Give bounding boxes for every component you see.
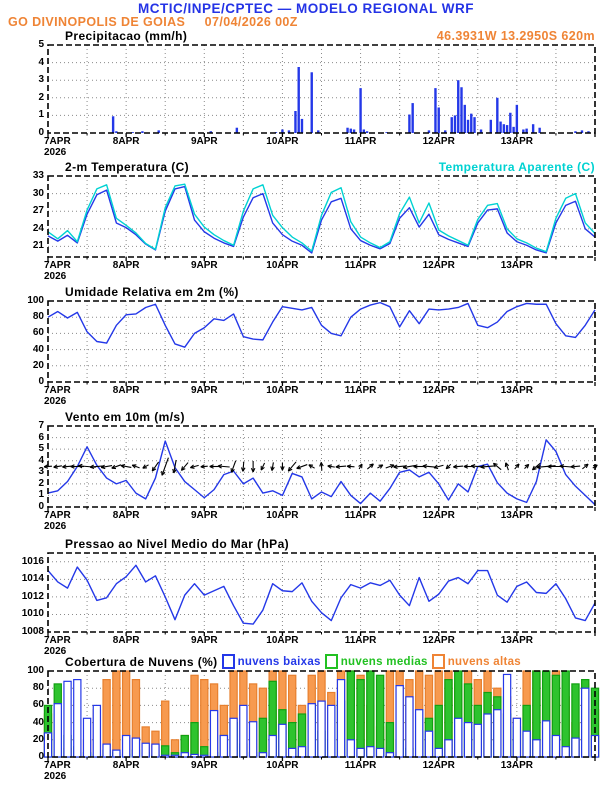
- y-tick-label: 80: [32, 682, 44, 694]
- y-tick-label: 5: [38, 39, 44, 50]
- x-tick-label: 11APR: [344, 635, 377, 646]
- y-tick-label: 1: [38, 489, 44, 501]
- y-tick-label: 1008: [21, 626, 44, 637]
- x-tick-label: 7APR: [44, 260, 71, 271]
- panel-title-humidity: Umidade Relativa em 2m (%): [65, 285, 239, 299]
- station-subtitle: GO DIVINOPOLIS DE GOIAS 07/04/2026 00Z: [8, 15, 298, 29]
- x-tick-label: 11APR: [344, 260, 377, 271]
- panel-title-wind: Vento em 10m (m/s): [65, 410, 185, 424]
- y-tick-label: 4: [38, 56, 44, 68]
- y-tick-label: 1012: [21, 590, 44, 602]
- x-tick-label: 12APR: [422, 635, 455, 646]
- x-tick-label: 13APR: [500, 510, 533, 521]
- y-tick-label: 60: [32, 327, 44, 339]
- x-tick-label: 13APR: [500, 635, 533, 646]
- y-tick-label: 7: [38, 420, 44, 431]
- panel-title-temperature: 2-m Temperatura (C): [65, 160, 190, 174]
- x-tick-label: 12APR: [422, 260, 455, 271]
- x-tick-label: 8APR: [112, 385, 140, 396]
- x-tick-label: 11APR: [344, 510, 377, 521]
- x-tick-label: 7APR: [44, 385, 71, 396]
- x-tick-label: 10APR: [266, 510, 299, 521]
- y-tick-label: 2: [38, 477, 44, 489]
- x-tick-label: 11APR: [344, 385, 377, 396]
- x-tick-label: 12APR: [422, 136, 455, 147]
- x-tick-label: 8APR: [112, 510, 140, 521]
- y-tick-label: 1016: [21, 555, 44, 567]
- x-tick-label: 9APR: [190, 760, 218, 771]
- legend-label-high-clouds: nuvens altas: [447, 655, 522, 668]
- y-tick-label: 0: [38, 751, 44, 762]
- x-tick-label: 11APR: [344, 760, 377, 771]
- panel-3: [44, 426, 597, 511]
- y-tick-label: 27: [32, 205, 44, 217]
- y-tick-label: 60: [32, 699, 44, 711]
- y-tick-label: 40: [32, 716, 44, 728]
- x-tick-label: 9APR: [190, 385, 218, 396]
- y-tick-label: 20: [32, 359, 44, 371]
- x-tick-label: 13APR: [500, 760, 533, 771]
- x-axis-year-label: 2026: [44, 396, 67, 407]
- x-tick-label: 12APR: [422, 385, 455, 396]
- y-tick-label: 1014: [21, 573, 44, 585]
- panel-4: [48, 553, 595, 636]
- x-tick-label: 13APR: [500, 136, 533, 147]
- y-tick-label: 33: [32, 170, 44, 181]
- x-axis-year-label: 2026: [44, 147, 67, 158]
- station-coordinates: 46.3931W 13.2950S 620m: [436, 29, 595, 43]
- x-tick-label: 8APR: [112, 760, 140, 771]
- x-axis-year-label: 2026: [44, 521, 67, 532]
- x-tick-label: 7APR: [44, 136, 71, 147]
- x-tick-label: 10APR: [266, 260, 299, 271]
- panel-title-precipitation: Precipitacao (mm/h): [65, 29, 188, 43]
- x-tick-label: 10APR: [266, 760, 299, 771]
- x-tick-label: 11APR: [344, 136, 377, 147]
- x-tick-label: 10APR: [266, 385, 299, 396]
- panel-2: [48, 301, 595, 386]
- legend-label-mid-clouds: nuvens medias: [340, 655, 428, 668]
- x-tick-label: 8APR: [112, 635, 140, 646]
- y-tick-label: 30: [32, 187, 44, 199]
- x-tick-label: 12APR: [422, 510, 455, 521]
- y-tick-label: 21: [32, 240, 44, 252]
- x-tick-label: 9APR: [190, 635, 218, 646]
- x-tick-label: 10APR: [266, 635, 299, 646]
- x-tick-label: 7APR: [44, 510, 71, 521]
- x-tick-label: 13APR: [500, 260, 533, 271]
- y-tick-label: 4: [38, 454, 44, 466]
- y-tick-label: 24: [32, 222, 44, 234]
- y-tick-label: 40: [32, 343, 44, 355]
- x-tick-label: 7APR: [44, 760, 71, 771]
- x-tick-label: 7APR: [44, 635, 71, 646]
- page-title: MCTIC/INPE/CPTEC — MODELO REGIONAL WRF: [138, 1, 474, 16]
- panel-1: [48, 176, 595, 261]
- legend-label-low-clouds: nuvens baixas: [237, 655, 321, 668]
- x-tick-label: 12APR: [422, 760, 455, 771]
- x-axis-year-label: 2026: [44, 646, 67, 657]
- x-tick-label: 9APR: [190, 260, 218, 271]
- y-tick-label: 20: [32, 733, 44, 745]
- y-tick-label: 5: [38, 443, 44, 455]
- panel-title-clouds: Cobertura de Nuvens (%): [65, 654, 218, 669]
- panel-0: [48, 45, 595, 137]
- y-tick-label: 1010: [21, 608, 44, 620]
- y-tick-label: 0: [38, 501, 44, 512]
- y-tick-label: 0: [38, 127, 44, 138]
- panel-title-pressure: Pressao ao Nivel Medio do Mar (hPa): [65, 537, 290, 551]
- x-tick-label: 13APR: [500, 385, 533, 396]
- x-tick-label: 10APR: [266, 136, 299, 147]
- panel-title-apparent-temperature: Temperatura Aparente (C): [438, 160, 595, 174]
- x-tick-label: 8APR: [112, 136, 140, 147]
- y-tick-label: 3: [38, 74, 44, 86]
- y-tick-label: 100: [27, 665, 44, 676]
- y-tick-label: 2: [38, 91, 44, 103]
- y-tick-label: 1: [38, 109, 44, 121]
- x-axis-year-label: 2026: [44, 271, 67, 282]
- x-tick-label: 8APR: [112, 260, 140, 271]
- panel-5: [44, 671, 598, 761]
- x-tick-label: 9APR: [190, 136, 218, 147]
- y-tick-label: 100: [27, 295, 44, 306]
- y-tick-label: 80: [32, 311, 44, 323]
- y-tick-label: 0: [38, 376, 44, 387]
- y-tick-label: 6: [38, 431, 44, 443]
- x-tick-label: 9APR: [190, 510, 218, 521]
- x-axis-year-label: 2026: [44, 771, 67, 782]
- y-tick-label: 3: [38, 466, 44, 478]
